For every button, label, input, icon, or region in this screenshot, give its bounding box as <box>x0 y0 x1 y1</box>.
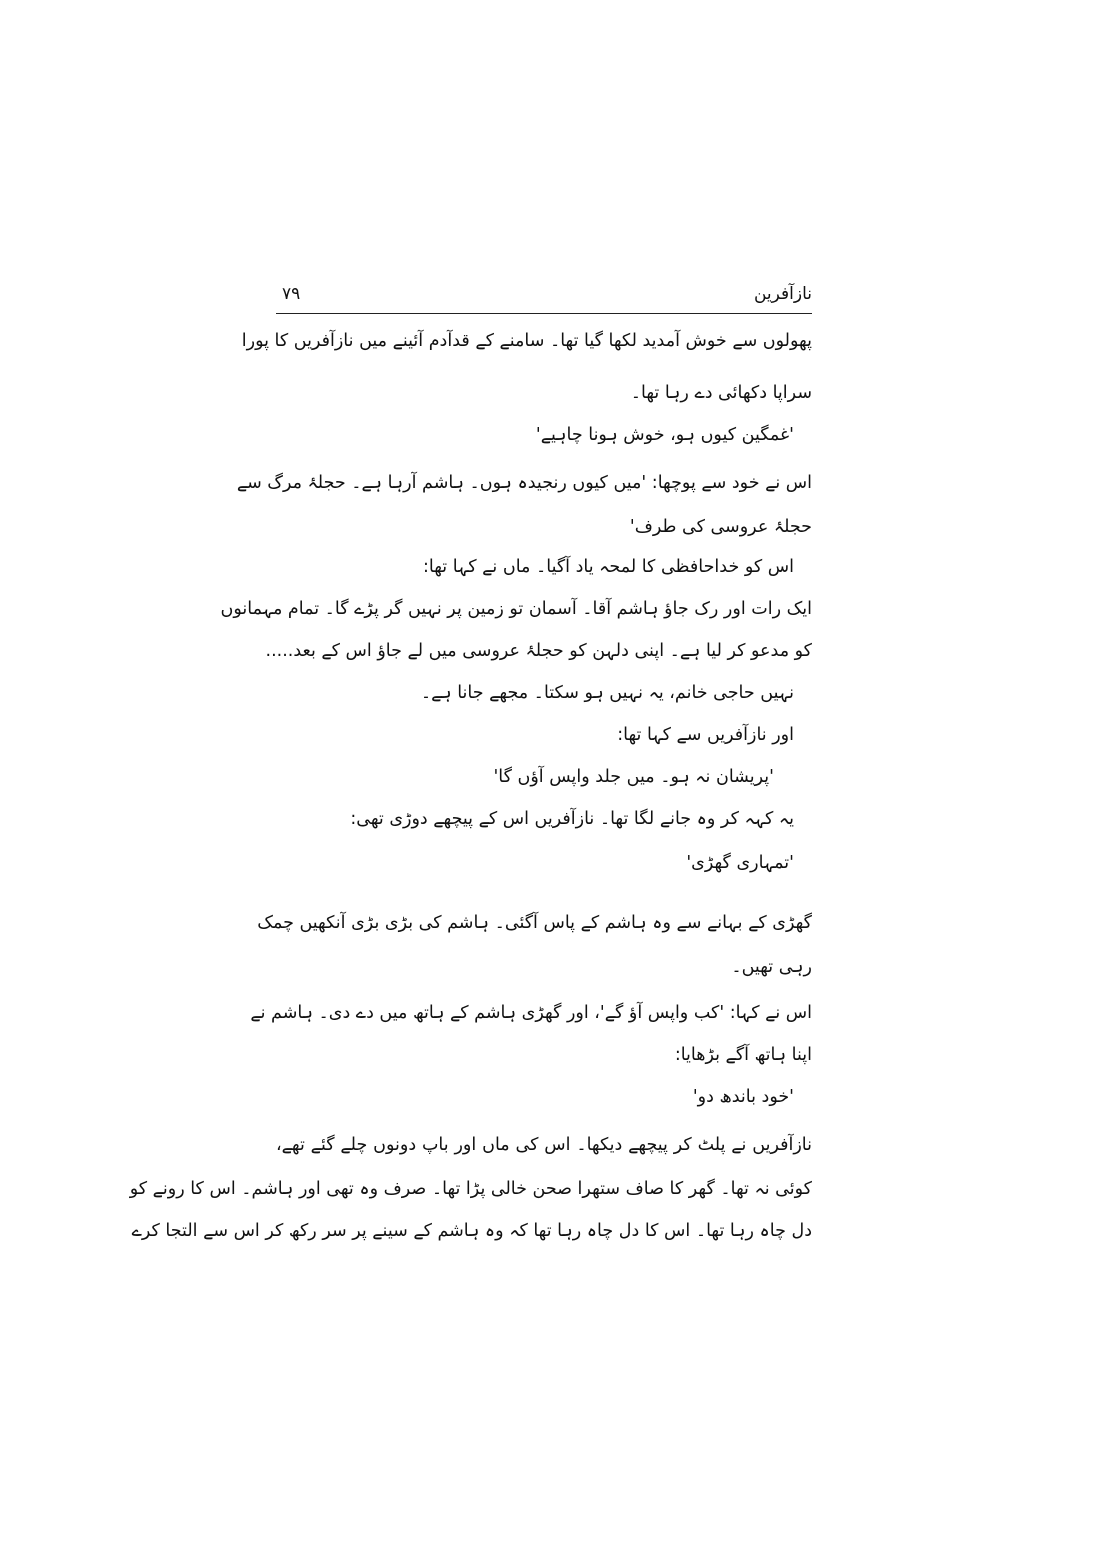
text-line: 'پریشان نہ ہو۔ میں جلد واپس آؤں گا' <box>493 767 774 787</box>
text-line: اس کو خداحافظی کا لمحہ یاد آگیا۔ ماں نے کہا تھا: <box>422 557 794 577</box>
text-line: رہی تھیں۔ <box>731 957 812 977</box>
text-line: ایک رات اور رک جاؤ ہاشم آقا۔ آسمان تو زمین پر نہیں گر پڑے گا۔ تمام مہمانوں <box>220 599 812 619</box>
text-line: 'خود باندھ دو' <box>692 1087 794 1107</box>
text-line: نہیں حاجی خانم، یہ نہیں ہو سکتا۔ مجھے جانا ہے۔ <box>420 683 794 703</box>
running-header <box>276 282 812 308</box>
text-line: گھڑی کے بہانے سے وہ ہاشم کے پاس آگئی۔ ہاشم کی بڑی بڑی آنکھیں چمک <box>257 913 812 933</box>
running-header-title: نازآفرین <box>753 284 812 304</box>
text-line: یہ کہہ کر وہ جانے لگا تھا۔ نازآفریں اس کے پیچھے دوڑی تھی: <box>350 809 794 829</box>
text-line: 'غمگین کیوں ہو، خوش ہونا چاہیے' <box>535 425 794 445</box>
text-line: نازآفریں نے پلٹ کر پیچھے دیکھا۔ اس کی ماں اور باپ دونوں چلے گئے تھے، <box>276 1135 812 1155</box>
text-line: اپنا ہاتھ آگے بڑھایا: <box>674 1045 812 1065</box>
page-number: ۷۹ <box>282 284 301 304</box>
text-line: 'تمہاری گھڑی' <box>686 853 794 873</box>
text-line: سراپا دکھائی دے رہا تھا۔ <box>630 383 812 403</box>
text-line: اس نے خود سے پوچھا: 'میں کیوں رنجیدہ ہوں۔ ہاشم آرہا ہے۔ حجلۂ مرگ سے <box>236 473 812 493</box>
text-line: کوئی نہ تھا۔ گھر کا صاف ستھرا صحن خالی پڑا تھا۔ صرف وہ تھی اور ہاشم۔ اس کا رونے کو <box>129 1179 812 1199</box>
text-line: کو مدعو کر لیا ہے۔ اپنی دلہن کو حجلۂ عروسی میں لے جاؤ اس کے بعد..... <box>265 641 812 661</box>
text-line: دل چاہ رہا تھا۔ اس کا دل چاہ رہا تھا کہ وہ ہاشم کے سینے پر سر رکھ کر اس سے التجا کرے <box>131 1221 812 1241</box>
header-rule <box>276 313 812 314</box>
text-line: حجلۂ عروسی کی طرف' <box>629 517 812 537</box>
text-line: پھولوں سے خوش آمدید لکھا گیا تھا۔ سامنے کے قدآدم آئینے میں نازآفریں کا پورا <box>241 331 812 351</box>
text-line: اس نے کہا: 'کب واپس آؤ گے'، اور گھڑی ہاشم کے ہاتھ میں دے دی۔ ہاشم نے <box>250 1003 812 1023</box>
text-line: اور نازآفریں سے کہا تھا: <box>617 725 794 745</box>
